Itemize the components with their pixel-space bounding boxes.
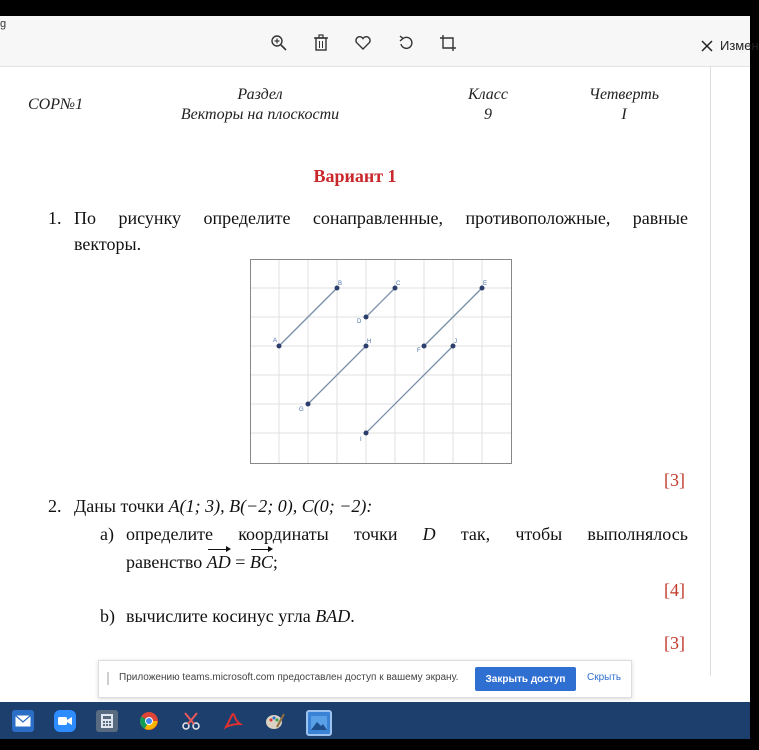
mail-icon[interactable]: [12, 710, 34, 732]
screen-bottom-border: [0, 739, 750, 750]
section-value: Векторы на плоскости: [180, 106, 340, 123]
point-g: [306, 402, 311, 407]
q2-a-word: определите: [126, 524, 214, 544]
section-label: Раздел: [237, 86, 283, 103]
label-h: H: [367, 339, 372, 345]
trash-icon[interactable]: [310, 32, 332, 54]
edit-button[interactable]: [700, 38, 759, 53]
q2-a-word: координаты: [238, 524, 329, 544]
q2-number: 2.: [48, 496, 62, 516]
label-i: I: [360, 437, 362, 443]
q2-a-prefix: равенство: [126, 552, 203, 572]
equals-sign: =: [235, 552, 246, 572]
q2-b-angle: BAD: [315, 606, 351, 626]
q2-a-label: a): [100, 524, 114, 544]
q2-a-word: точки: [353, 524, 398, 544]
viewer-toolbar: [0, 16, 750, 67]
page-edge: [710, 66, 711, 676]
screen-top-border: [0, 0, 750, 16]
q2-points: A(1; 3), B(−2; 0), C(0; −2):: [168, 496, 373, 516]
chrome-icon[interactable]: [138, 710, 160, 732]
point-d: [364, 315, 369, 320]
q2-a-word: чтобы: [515, 524, 563, 544]
document-page: [0, 66, 710, 702]
edit-label: Измен: [720, 38, 759, 53]
point-i: [364, 431, 369, 436]
vector-ad: AD: [206, 552, 231, 572]
drag-handle[interactable]: [107, 672, 109, 685]
vector-bc: BC: [249, 552, 273, 572]
vectors-figure: [250, 259, 512, 464]
label-e: E: [483, 281, 488, 287]
paint-icon[interactable]: [264, 710, 286, 732]
q2-a-line1: [126, 524, 688, 545]
point-f: [422, 344, 427, 349]
snipping-tool-icon[interactable]: [180, 710, 202, 732]
label-g: G: [299, 407, 304, 413]
taskbar: [0, 702, 750, 739]
share-message: Приложению teams.microsoft.com предоставлен доступ к вашему экрану.: [119, 672, 459, 683]
calculator-icon[interactable]: [96, 710, 118, 732]
q2-intro: Даны точки: [74, 496, 165, 516]
q2-b-label: b): [100, 606, 115, 626]
label-f: F: [417, 348, 421, 354]
q2-b-line: [126, 606, 355, 627]
q2-b-score: [3]: [664, 633, 685, 653]
q2-intro-line: [74, 496, 372, 517]
class-label: Класс: [468, 86, 508, 103]
label-c: C: [396, 281, 401, 287]
variant-title: Вариант 1: [313, 166, 397, 186]
class-value: 9: [484, 106, 492, 123]
q2-a-word: так,: [460, 524, 491, 544]
q1-text-line2: векторы.: [74, 234, 142, 254]
sor-label: СОР№1: [28, 96, 84, 113]
quarter-value: I: [621, 106, 627, 123]
stop-sharing-button[interactable]: Закрыть доступ: [475, 667, 576, 691]
q2-a-word: выполнялось: [587, 524, 688, 544]
point-a: [277, 344, 282, 349]
q2-b-suffix: .: [350, 606, 355, 626]
label-b: B: [338, 281, 343, 287]
zoom-icon[interactable]: [54, 710, 76, 732]
q1-number: 1.: [48, 208, 62, 228]
photos-icon[interactable]: [306, 710, 332, 736]
label-a: A: [273, 338, 278, 344]
window-corner-text: g: [0, 18, 7, 30]
zoom-in-icon[interactable]: [268, 32, 290, 54]
crop-icon[interactable]: [437, 32, 459, 54]
quarter-label: Четверть: [588, 86, 660, 103]
hide-banner-link[interactable]: Скрыть: [587, 672, 622, 683]
label-j: J: [454, 339, 457, 345]
acrobat-icon[interactable]: [222, 710, 244, 732]
q1-score: [3]: [664, 470, 685, 490]
rotate-icon[interactable]: [395, 32, 417, 54]
edit-icon: [700, 39, 714, 53]
heart-icon[interactable]: [352, 32, 374, 54]
q2-a-score: [4]: [664, 580, 685, 600]
q2-a-suffix: ;: [272, 552, 278, 572]
q2-a-line2: [126, 552, 278, 573]
q2-a-point-d: D: [422, 524, 436, 544]
q2-b-text: вычислите косинус угла: [126, 606, 311, 626]
label-d: D: [357, 319, 362, 325]
q1-text-line1: По рисунку определите сонаправленные, противоположные, равные: [74, 208, 688, 228]
screen-share-banner: [98, 660, 632, 698]
